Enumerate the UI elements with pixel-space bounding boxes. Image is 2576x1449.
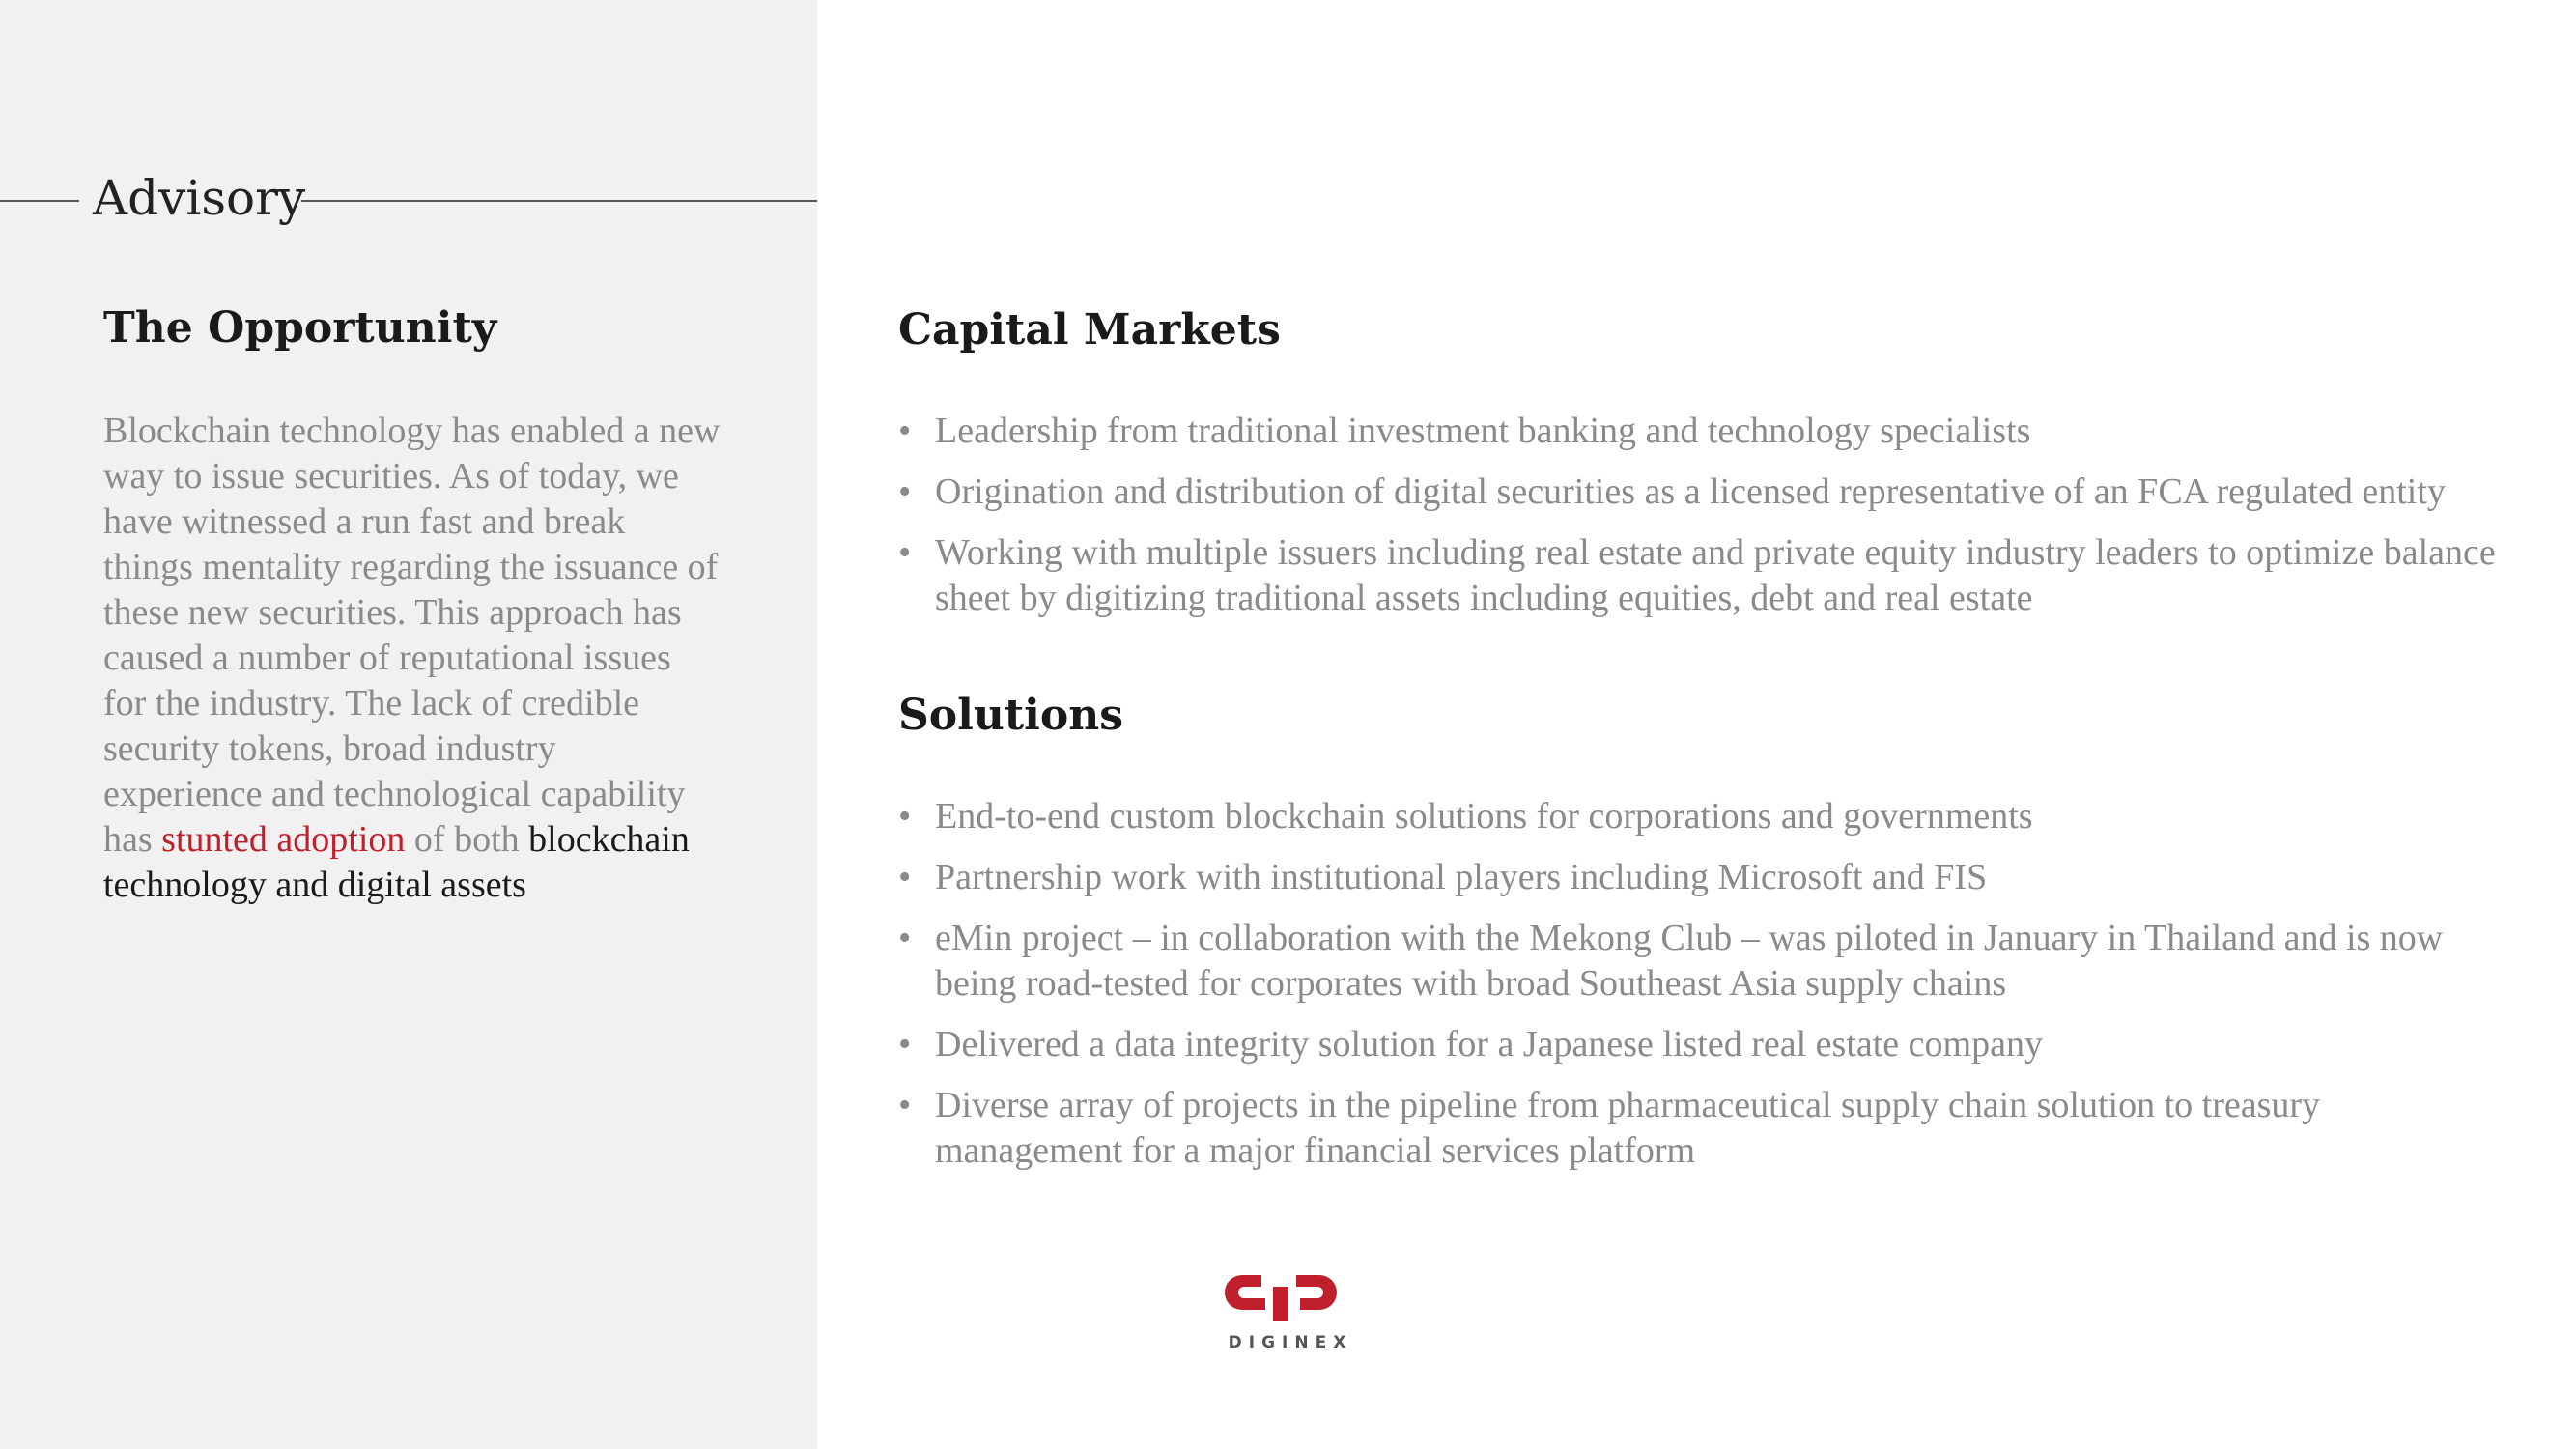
- list-item-text: Leadership from traditional investment banking and technology specialists: [935, 411, 2031, 451]
- title-rule-right: [301, 200, 817, 202]
- opportunity-body: [103, 409, 722, 908]
- list-item: [898, 916, 2511, 1007]
- chain-link-icon: [1223, 1265, 1358, 1329]
- list-item: [898, 855, 2511, 900]
- capital-markets-list: [898, 409, 2511, 637]
- opportunity-body-text: Blockchain technology has enabled a new way to issue securities. As of today, we have witnessed a run fast and break things mentality regarding the issuance of these new securities. This approach has caused a number of reputational issues for the industry. The lack of credible security tokens, broad industry experience and technological capability has: [103, 411, 721, 860]
- list-item: [898, 1022, 2511, 1067]
- solutions-list: [898, 794, 2511, 1189]
- list-item: [898, 409, 2511, 454]
- opportunity-title: The Opportunity: [103, 303, 497, 353]
- bullet-icon: •: [898, 532, 912, 573]
- bullet-icon: •: [898, 411, 912, 451]
- bullet-icon: •: [898, 1085, 912, 1125]
- list-item-text: Delivered a data integrity solution for a Japanese listed real estate company: [935, 1024, 2043, 1065]
- list-item-text: Origination and distribution of digital securities as a licensed representative of an FCA regulated entity: [935, 471, 2446, 512]
- bullet-icon: •: [898, 918, 912, 958]
- diginex-logo: [1223, 1265, 1358, 1362]
- bullet-icon: •: [898, 857, 912, 897]
- bullet-icon: •: [898, 796, 912, 837]
- logo-text: DIGINEX: [1228, 1333, 1353, 1352]
- bullet-icon: •: [898, 471, 912, 512]
- list-item: [898, 1083, 2511, 1174]
- section-label: Advisory: [93, 170, 306, 226]
- list-item: [898, 794, 2511, 839]
- opportunity-body-text-2: of both: [405, 819, 529, 860]
- list-item: [898, 530, 2511, 621]
- list-item-text: Partnership work with institutional players including Microsoft and FIS: [935, 857, 1988, 897]
- list-item: [898, 469, 2511, 515]
- opportunity-highlight-red: stunted adoption: [161, 819, 406, 860]
- list-item-text: eMin project – in collaboration with the Mekong Club – was piloted in January in Thailand and is now being road-tested for corporates with broad Southeast Asia supply chains: [935, 918, 2444, 1004]
- title-rule-left: [0, 200, 79, 202]
- solutions-title: Solutions: [898, 691, 1123, 740]
- list-item-text: End-to-end custom blockchain solutions for corporations and governments: [935, 796, 2033, 837]
- capital-markets-title: Capital Markets: [898, 305, 1281, 355]
- list-item-text: Diverse array of projects in the pipeline from pharmaceutical supply chain solution to treasury management for a major financial services platform: [935, 1085, 2321, 1171]
- opportunity-highlight-dark: blockchain technology and digital assets: [103, 819, 690, 905]
- list-item-text: Working with multiple issuers including real estate and private equity industry leaders to optimize balance sheet by digitizing traditional assets including equities, debt and real estate: [935, 532, 2496, 618]
- bullet-icon: •: [898, 1024, 912, 1065]
